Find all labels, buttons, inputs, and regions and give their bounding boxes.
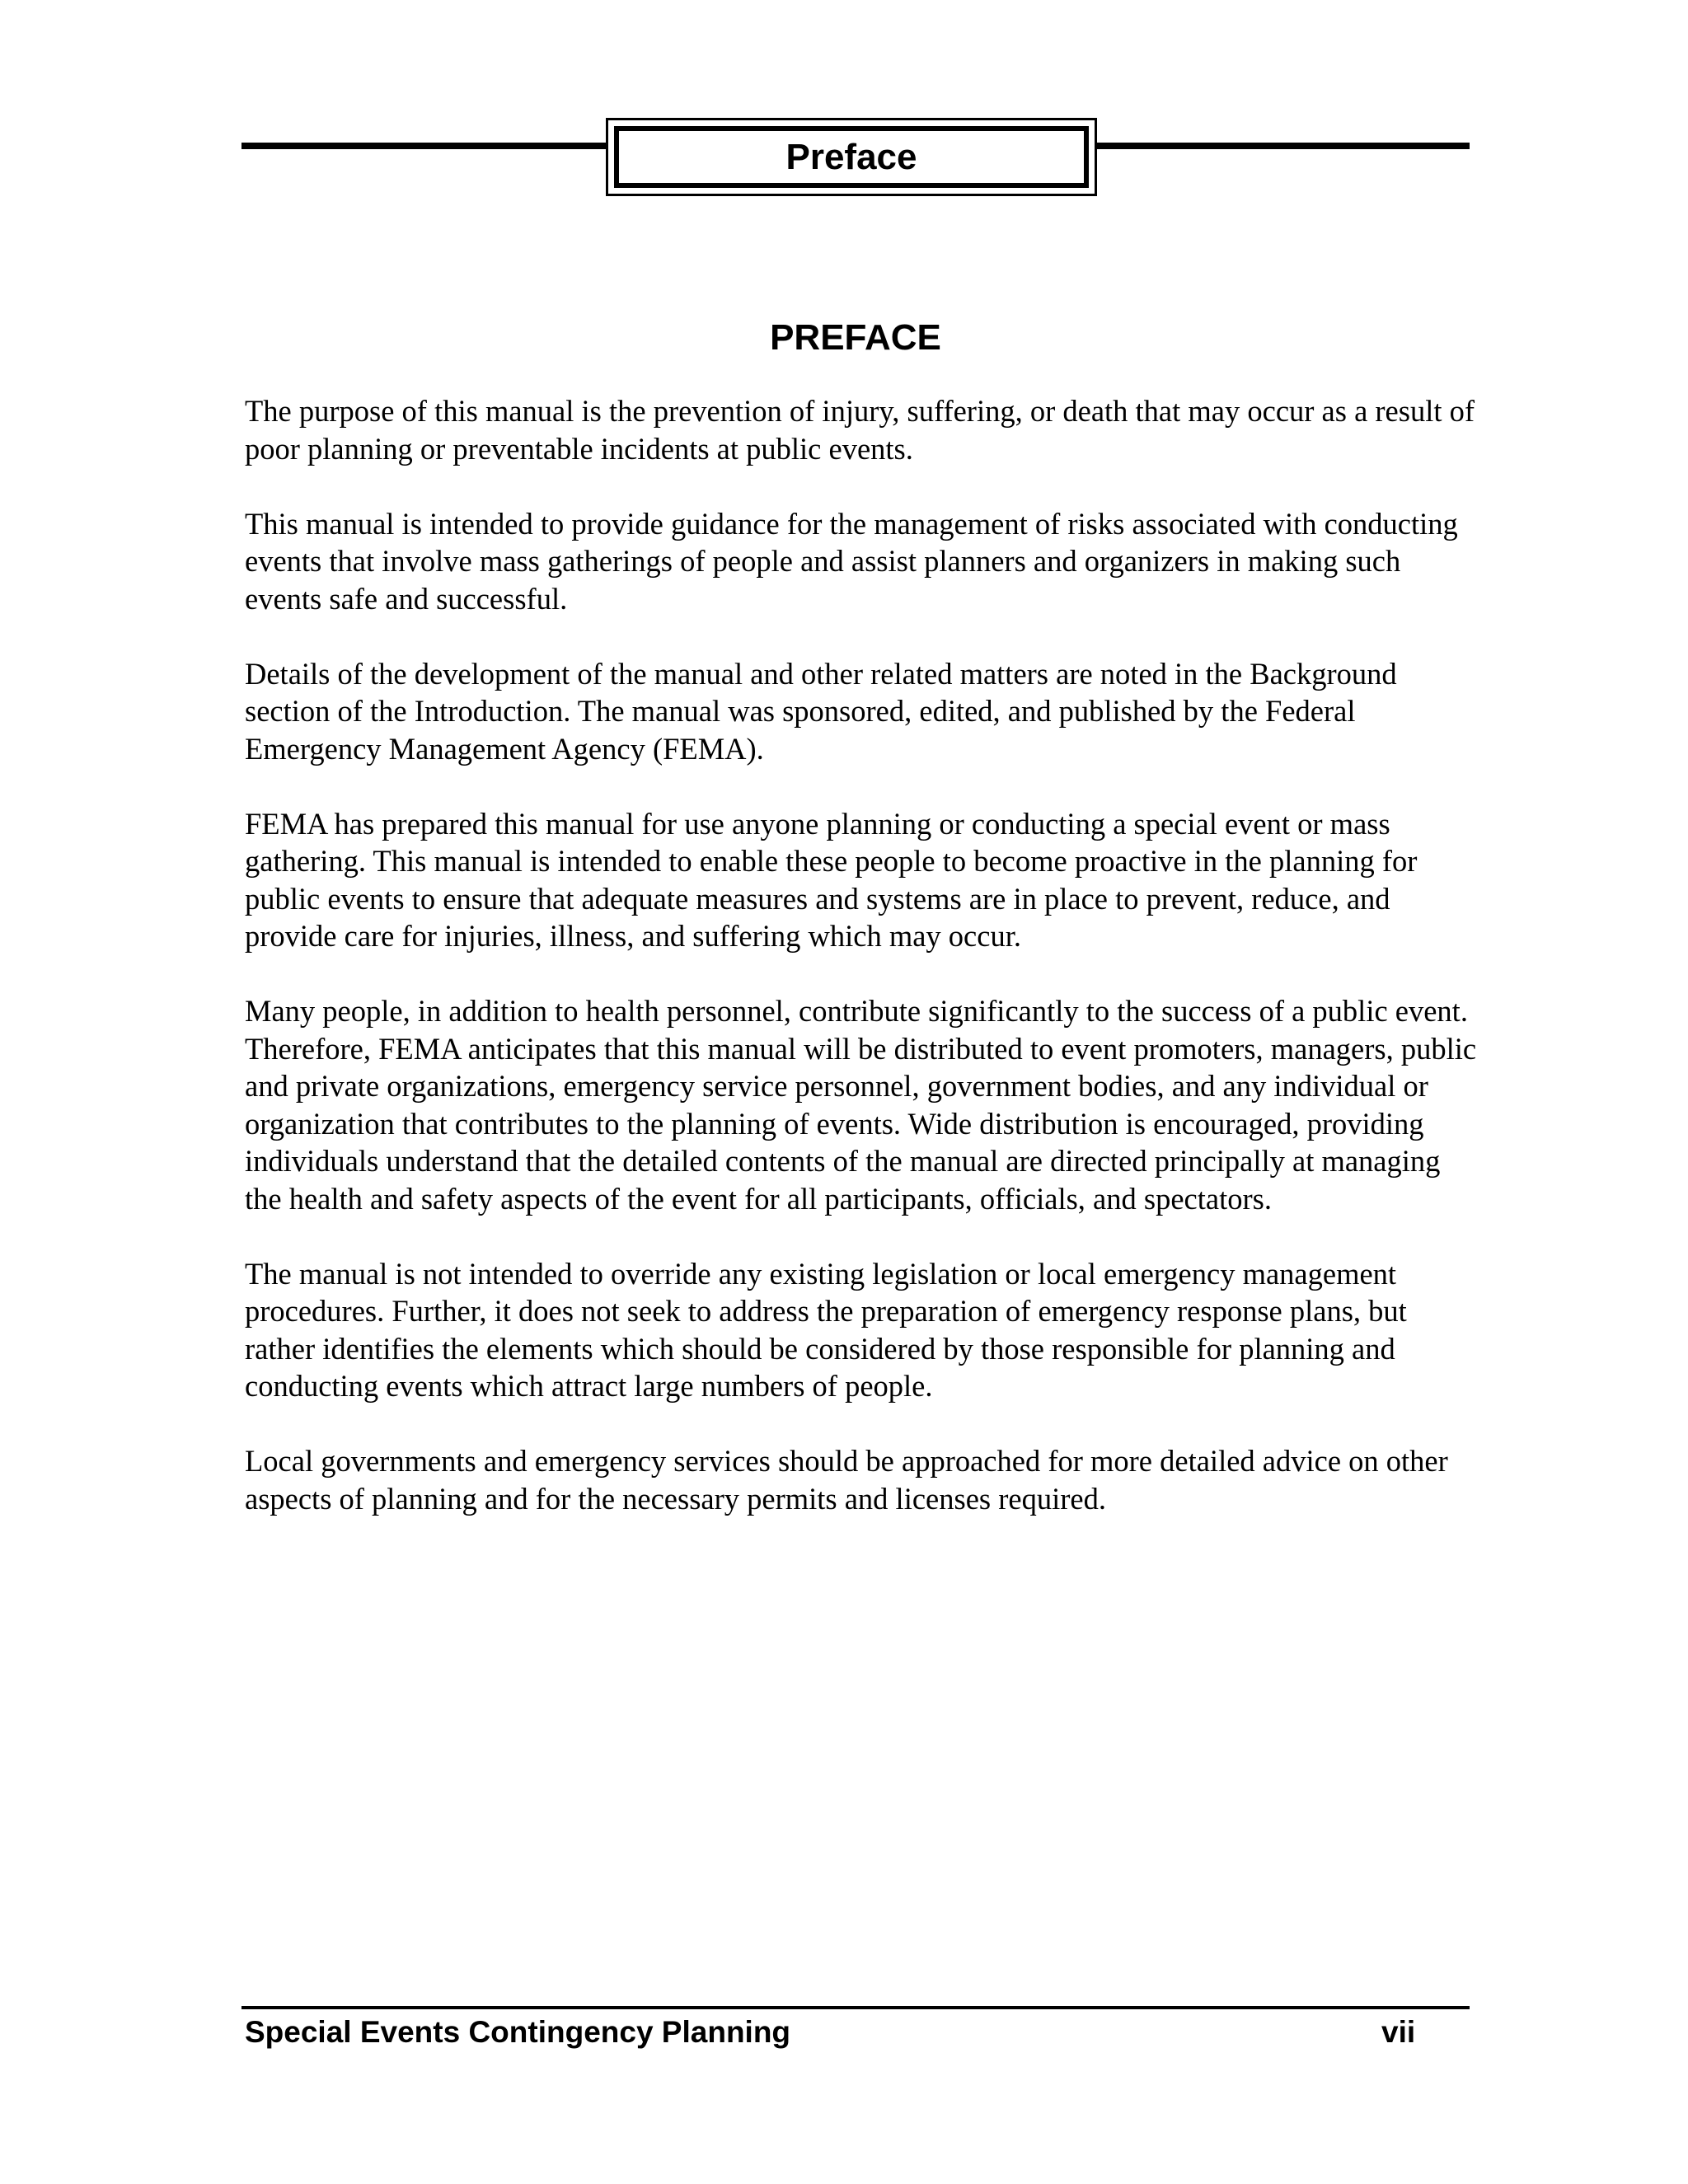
paragraph: Local governments and emergency services should be approached for more detailed advice on other aspects of planning and for the necessary permits and licenses required. <box>245 1444 1448 1516</box>
page-number: vii <box>1381 2015 1416 2049</box>
paragraph: Many people, in addition to health personnel, contribute significantly to the success of a public event. Therefore, FEMA anticipates that this manual will be distributed to event promoters, managers, public and private organizations, emergency service personnel, government bodies, and any individual or organization that contributes to the planning of events. Wide distribution is encouraged, providing individuals understand that the detailed contents of the manual are directed principally at managing the health and safety aspects of the event for all participants, officials, and spectators. <box>245 994 1477 1216</box>
footer-document-title: Special Events Contingency Planning <box>245 2015 791 2049</box>
header-rule-left <box>241 143 608 149</box>
footer-rule <box>241 2006 1470 2009</box>
paragraph: The manual is not intended to override any existing legislation or local emergency management procedures. Further, it does not seek to address the preparation of emergency response plans, but rather identifies the elements which should be considered by those responsible for planning and conducting events which attract large numbers of people. <box>245 1256 1407 1403</box>
header-rule-right <box>1095 143 1470 149</box>
paragraph: Details of the development of the manual and other related matters are noted in the Background section of the Introduction. The manual was sponsored, edited, and published by the Federal Emergency Management Agency (FEMA). <box>245 656 1397 766</box>
body-text <box>245 392 1477 1555</box>
section-label: Preface <box>614 126 1089 188</box>
page-title: PREFACE <box>770 317 941 358</box>
section-banner <box>606 118 1097 196</box>
paragraph: This manual is intended to provide guidance for the management of risks associated with conducting events that involve mass gatherings of people and assist planners and organizers in making such events safe and successful. <box>245 506 1458 616</box>
paragraph: FEMA has prepared this manual for use anyone planning or conducting a special event or mass gathering. This manual is intended to enable these people to become proactive in the planning for public events to ensure that adequate measures and systems are in place to prevent, reduce, and provide care for injuries, illness, and suffering which may occur. <box>245 806 1418 953</box>
paragraph: The purpose of this manual is the prevention of injury, suffering, or death that may occur as a result of poor planning or preventable incidents at public events. <box>245 394 1475 466</box>
